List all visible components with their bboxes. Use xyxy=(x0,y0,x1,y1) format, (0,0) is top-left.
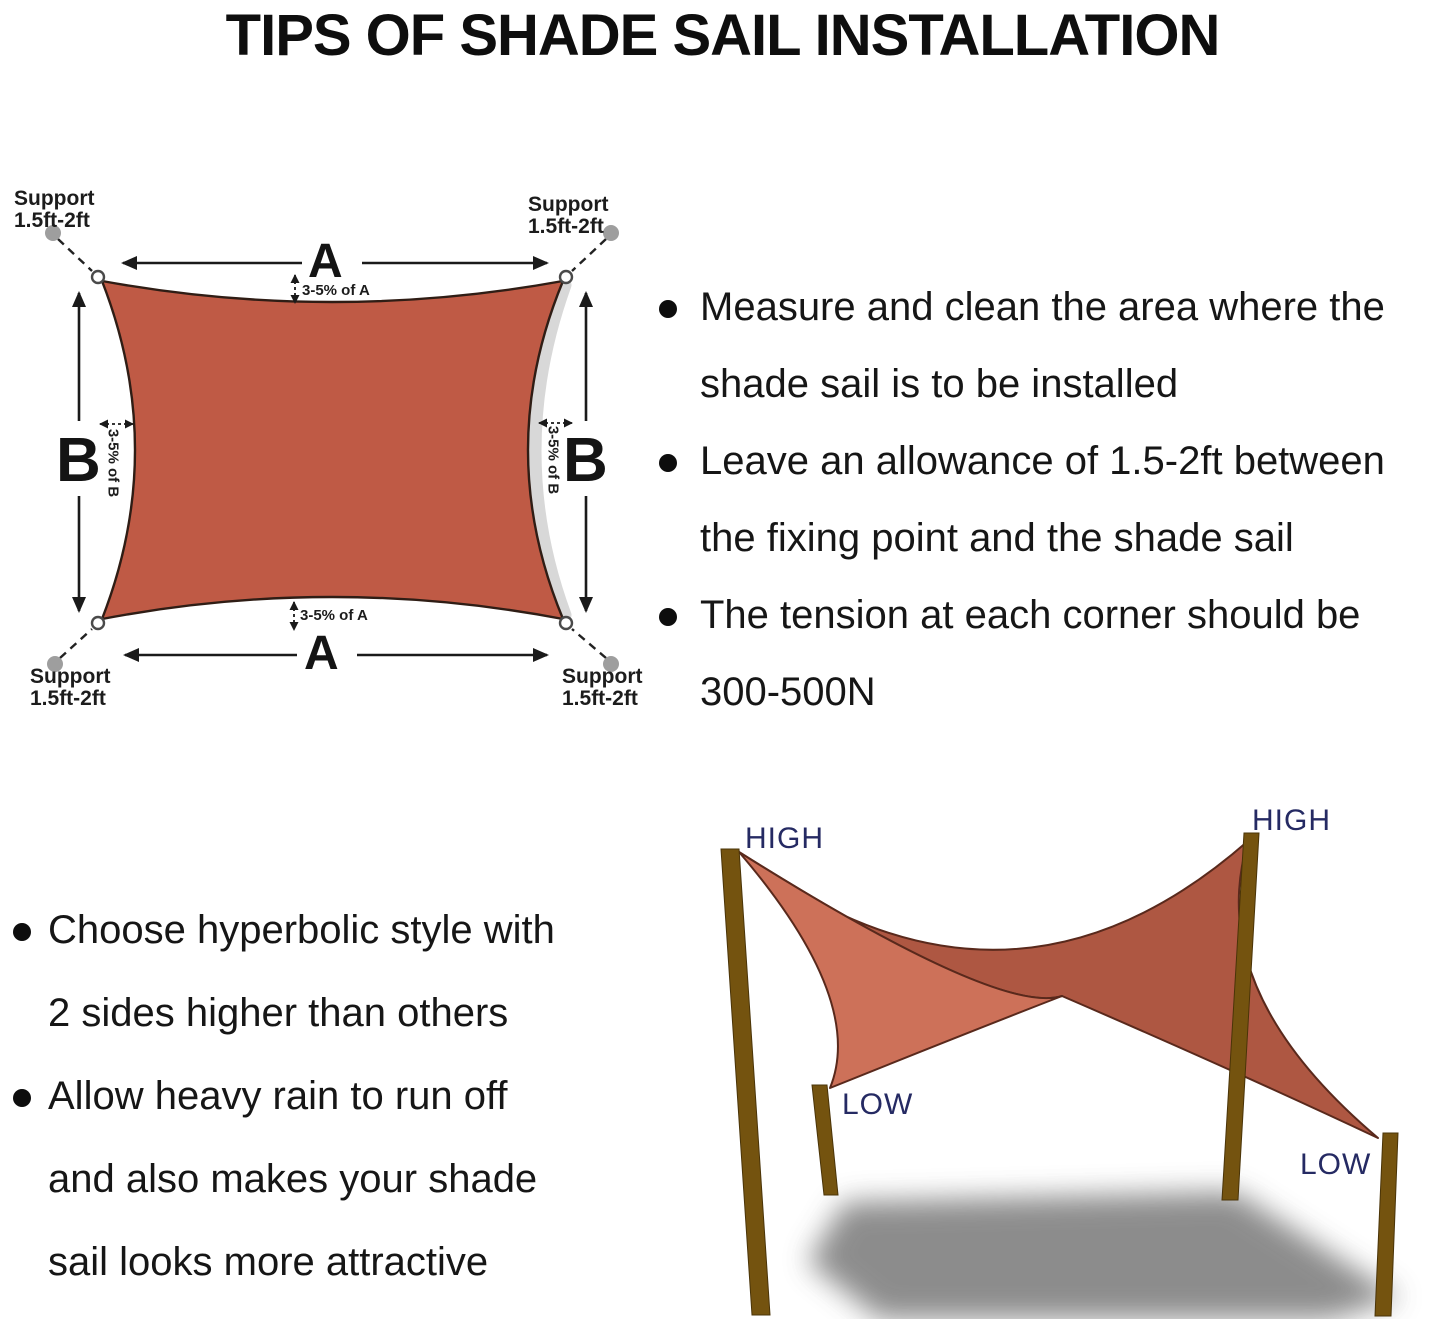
tether-line xyxy=(58,239,92,271)
support-label-line2: 1.5ft-2ft xyxy=(562,687,638,710)
tip-line: Leave an allowance of 1.5-2ft between xyxy=(700,439,1385,483)
tip-line: Choose hyperbolic style with xyxy=(48,908,555,952)
bullet-icon xyxy=(659,608,677,626)
tolerance-label-a-bottom: 3-5% of A xyxy=(300,607,368,624)
dimension-label-b-right: B xyxy=(563,426,608,495)
tip-line: 2 sides higher than others xyxy=(48,991,509,1035)
corner-ring-icon xyxy=(560,271,572,283)
corner-ring-icon xyxy=(560,617,572,629)
support-label-top-left xyxy=(14,188,94,232)
support-label-line1: Support xyxy=(14,187,95,210)
tolerance-label-a-top: 3-5% of A xyxy=(302,282,370,299)
tip-line: the fixing point and the shade sail xyxy=(700,516,1294,560)
dimension-label-a-top: A xyxy=(308,235,343,288)
sail-shape xyxy=(102,281,563,619)
hyperbolic-sail-illustration xyxy=(721,833,1400,1319)
low-label-right: LOW xyxy=(1300,1148,1372,1181)
bullet-icon xyxy=(659,454,677,472)
tip-line: Allow heavy rain to run off xyxy=(48,1074,508,1118)
support-label-line1: Support xyxy=(562,665,643,688)
tip-line: sail looks more attractive xyxy=(48,1240,489,1284)
dimension-label-b-left: B xyxy=(56,426,101,495)
page-title: TIPS OF SHADE SAIL INSTALLATION xyxy=(225,3,1220,68)
sail-ground-shadow xyxy=(808,1192,1400,1319)
support-label-line2: 1.5ft-2ft xyxy=(528,215,604,238)
corner-ring-icon xyxy=(92,617,104,629)
tolerance-label-b-left: 3-5% of B xyxy=(104,428,122,498)
tether-line xyxy=(572,239,606,271)
high-label-left: HIGH xyxy=(745,822,824,855)
support-label-line1: Support xyxy=(528,193,609,216)
tip-line: and also makes your shade xyxy=(48,1157,538,1201)
tip-line: The tension at each corner should be xyxy=(700,593,1361,637)
support-label-line1: Support xyxy=(30,665,111,688)
support-label-bottom-right xyxy=(562,666,642,710)
bullet-icon xyxy=(13,1089,31,1107)
tether-line xyxy=(572,629,606,658)
support-label-line2: 1.5ft-2ft xyxy=(14,209,90,232)
tip-line: shade sail is to be installed xyxy=(700,362,1179,406)
support-label-bottom-left xyxy=(30,666,110,710)
bullet-icon xyxy=(659,300,677,318)
support-label-top-right xyxy=(528,194,608,238)
post-low-left xyxy=(812,1085,838,1195)
tip-line: Measure and clean the area where the xyxy=(700,285,1385,329)
support-label-line2: 1.5ft-2ft xyxy=(30,687,106,710)
tip-line: 300-500N xyxy=(700,670,876,714)
post-low-right xyxy=(1375,1133,1398,1316)
tolerance-label-b-right: 3-5% of B xyxy=(544,425,562,495)
tether-line xyxy=(60,629,92,658)
bullet-icon xyxy=(13,923,31,941)
corner-ring-icon xyxy=(92,271,104,283)
high-label-right: HIGH xyxy=(1252,804,1331,837)
dimension-label-a-bottom: A xyxy=(304,627,339,680)
low-label-left: LOW xyxy=(842,1088,914,1121)
post-high-left xyxy=(721,849,770,1315)
